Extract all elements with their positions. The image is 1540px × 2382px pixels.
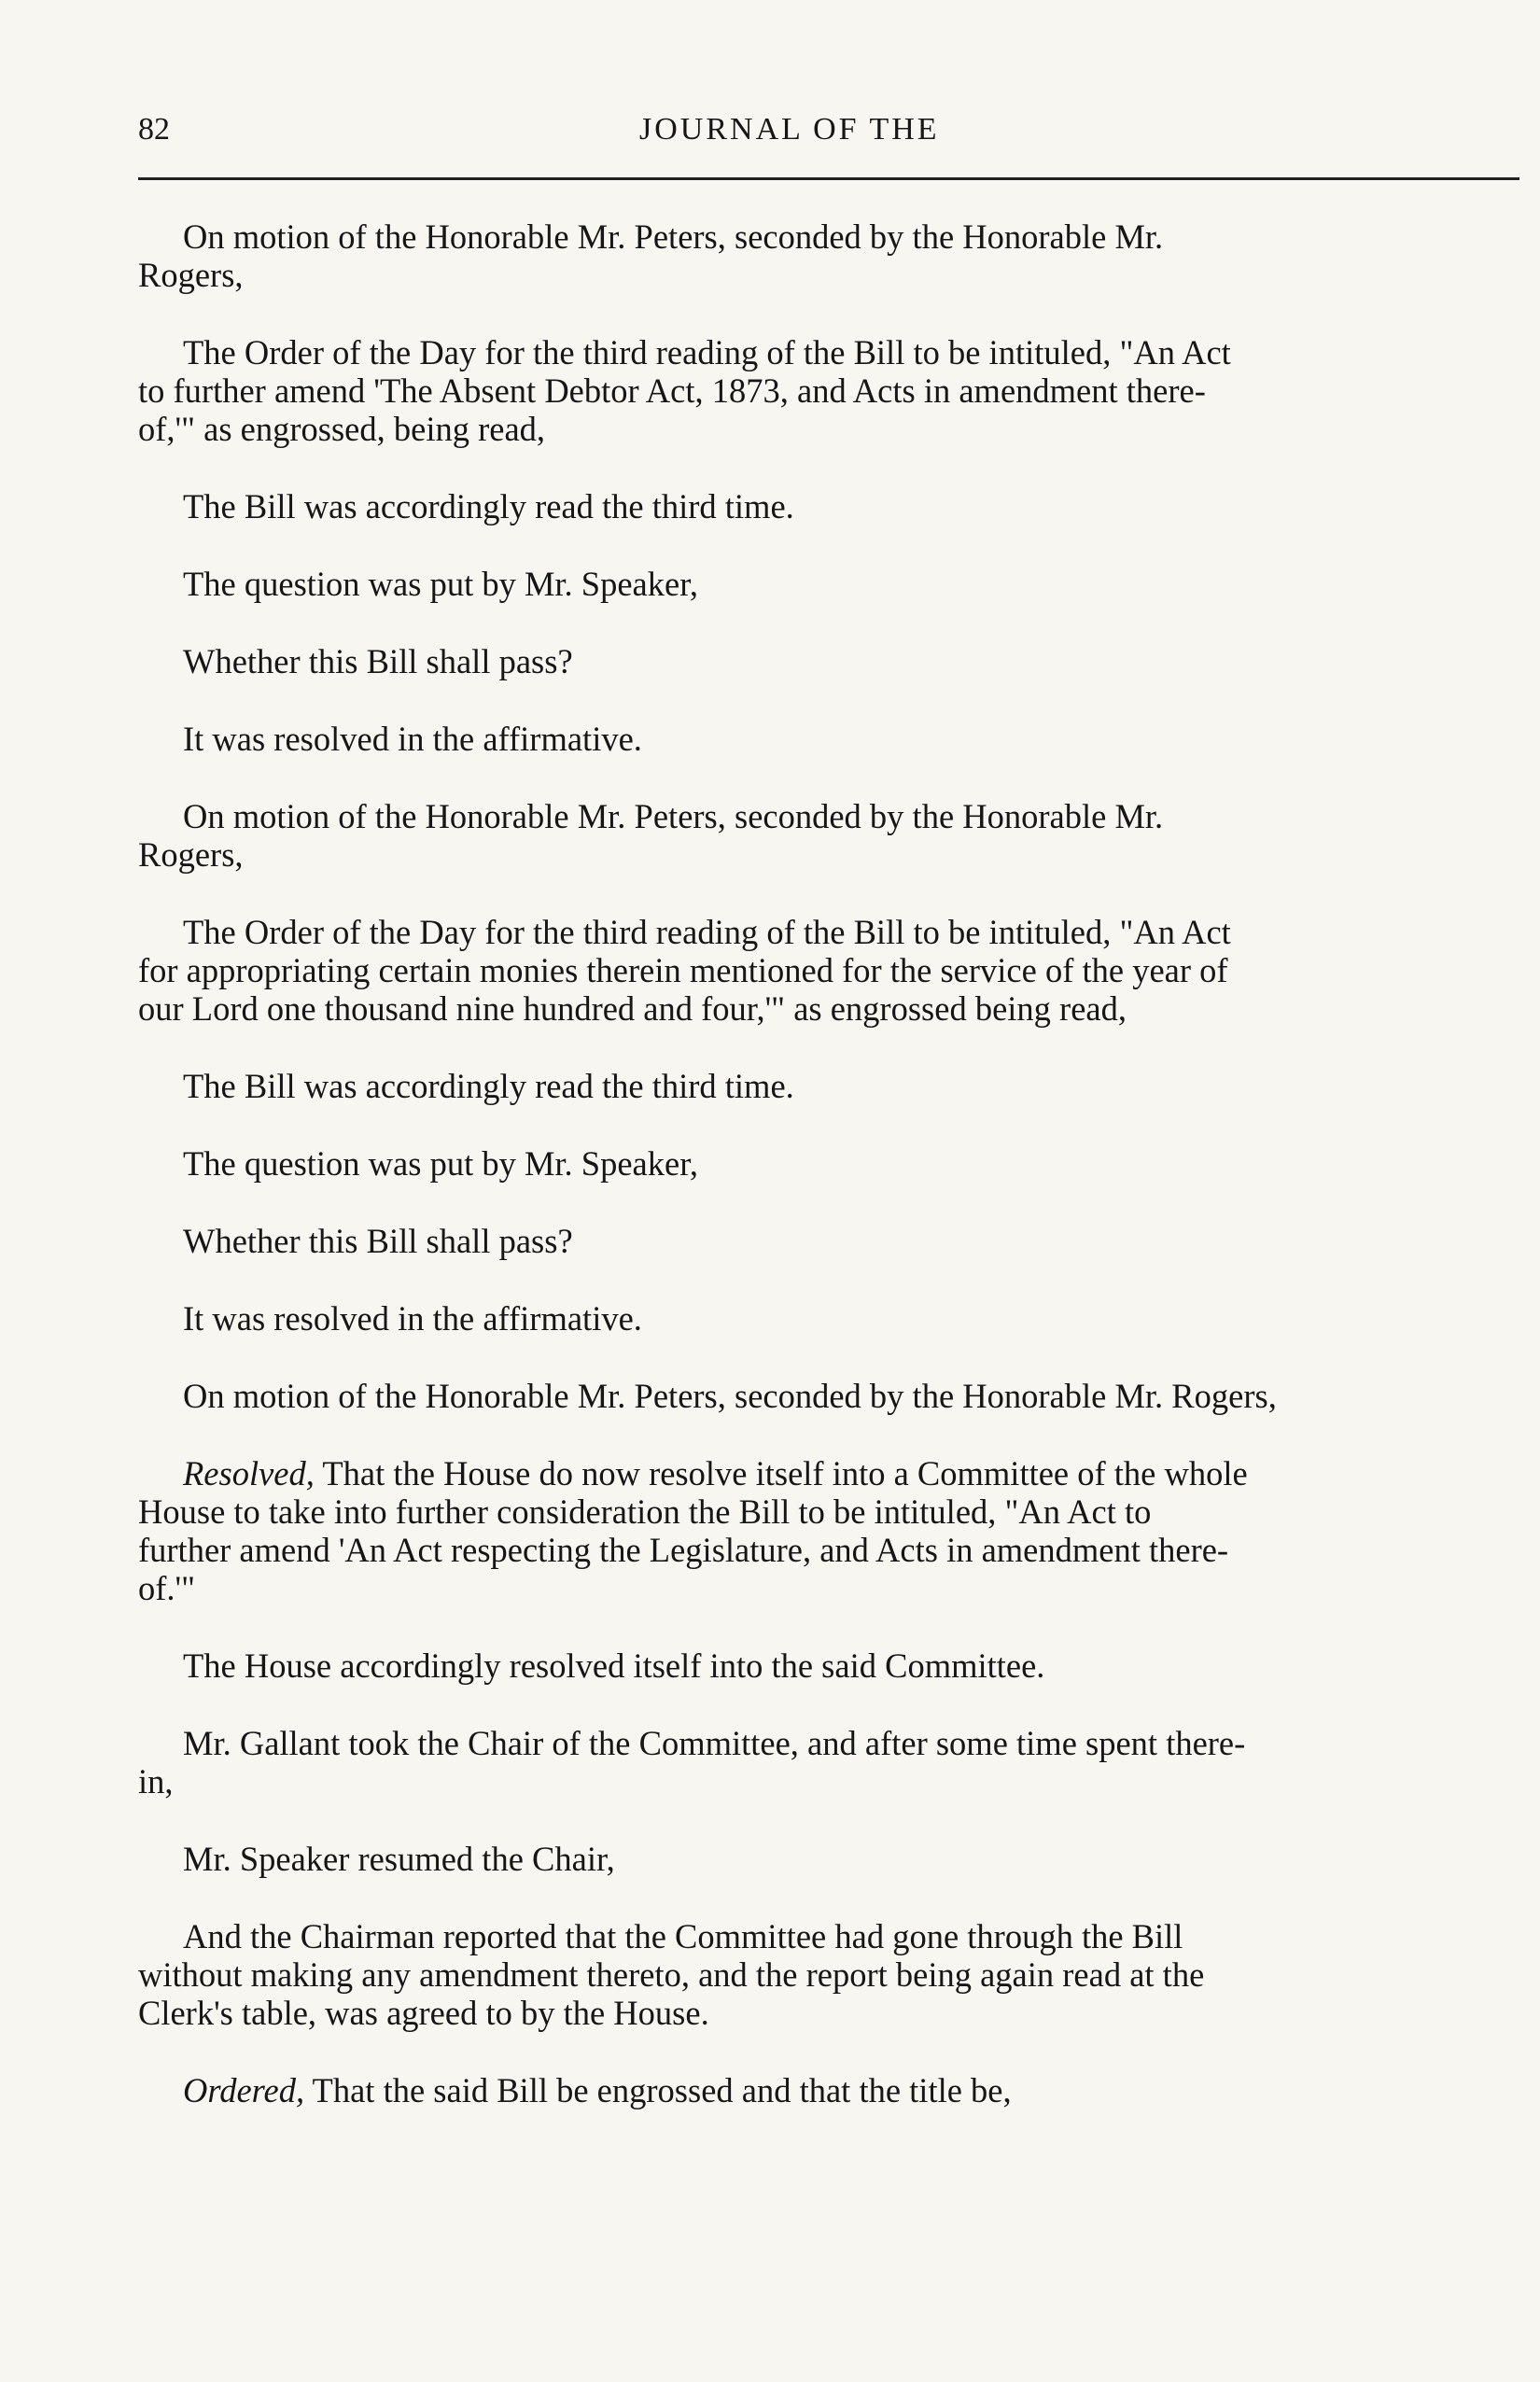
journal-body (138, 217, 1529, 2109)
paragraph-speaker-resumed: Mr. Speaker resumed the Chair, (183, 1840, 615, 1878)
paragraph-resolved-affirmative-2: It was resolved in the affirmative. (183, 1299, 642, 1338)
paragraph-question-2: The question was put by Mr. Speaker, (183, 1144, 699, 1183)
resolved-lead: Resolved, (183, 1454, 315, 1492)
paragraph-motion-1: On motion of the Honorable Mr. Peters, seconded by the Honorable Mr. Rogers, (138, 217, 1164, 294)
page-header (138, 103, 1519, 168)
paragraph-motion-3: On motion of the Honorable Mr. Peters, seconded by the Honorable Mr. Rogers, (183, 1377, 1277, 1415)
paragraph-read-third-1: The Bill was accordingly read the third time. (183, 487, 794, 525)
paragraph-house-resolved: The House accordingly resolved itself into the said Committee. (183, 1646, 1045, 1685)
paragraph-order-2: The Order of the Day for the third reading of the Bill to be intituled, "An Act for appropriating certain monies therein mentioned for the service of the year of our Lord one thousand nine hundred and four,'" as engrossed being read, (138, 913, 1231, 1028)
paragraph-pass-question-1: Whether this Bill shall pass? (183, 642, 573, 680)
paragraph-ordered (138, 2071, 1529, 2109)
paragraph-read-third-2: The Bill was accordingly read the third time. (183, 1067, 794, 1105)
paragraph-chairman-reported: And the Chairman reported that the Committee had gone through the Bill without making any amendment thereto, and the report being again read at the Clerk's table, was agreed to by the House. (138, 1917, 1205, 2032)
running-title: JOURNAL OF THE (639, 112, 940, 147)
paragraph-question-1: The question was put by Mr. Speaker, (183, 565, 699, 603)
header-rule (138, 177, 1519, 180)
page-number: 82 (138, 112, 170, 147)
paragraph-resolved-committee (138, 1454, 1529, 1607)
paragraph-gallant-chair: Mr. Gallant took the Chair of the Committee, and after some time spent there- in, (138, 1724, 1246, 1801)
paragraph-pass-question-2: Whether this Bill shall pass? (183, 1222, 573, 1260)
resolved-text: That the House do now resolve itself into a Committee of the whole House to take into further consideration the Bill to be intituled, "An Act to further amend 'An Act respecting the Legislature, and Acts in amendment there- of.'" (138, 1454, 1248, 1607)
ordered-lead: Ordered, (183, 2071, 305, 2109)
paragraph-resolved-affirmative-1: It was resolved in the affirmative. (183, 720, 642, 758)
ordered-text: That the said Bill be engrossed and that the title be, (304, 2071, 1012, 2109)
paragraph-order-1: The Order of the Day for the third reading of the Bill to be intituled, "An Act to further amend 'The Absent Debtor Act, 1873, and Acts in amendment there- of,'" as engrossed, being read, (138, 333, 1231, 448)
paragraph-motion-2: On motion of the Honorable Mr. Peters, seconded by the Honorable Mr. Rogers, (138, 797, 1164, 874)
